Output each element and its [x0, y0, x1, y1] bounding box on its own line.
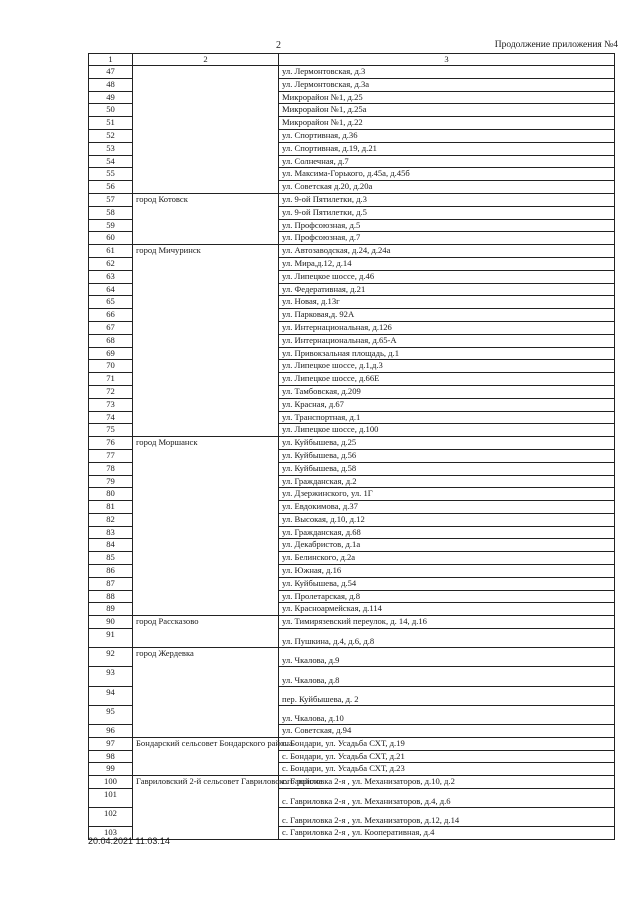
row-number: 70	[89, 360, 133, 373]
address-cell: Микрорайон №1, д.25	[279, 91, 615, 104]
address-cell: с. Гавриловка 2-я , ул. Механизаторов, д.4, д.6	[279, 788, 615, 807]
address-cell: ул. Мира,д.12, д.14	[279, 257, 615, 270]
address-cell: ул. Липецкое шоссе, д.1,д.3	[279, 360, 615, 373]
row-number: 65	[89, 296, 133, 309]
address-cell: Микрорайон №1, д.22	[279, 117, 615, 130]
address-cell: ул. Красная, д.67	[279, 398, 615, 411]
settlement-cell: город Рассказово	[133, 616, 279, 648]
settlement-cell: город Моршанск	[133, 437, 279, 616]
row-number: 89	[89, 603, 133, 616]
row-number: 83	[89, 526, 133, 539]
address-cell: ул. Чкалова, д.9	[279, 648, 615, 667]
address-cell: ул. Пролетарская, д.8	[279, 590, 615, 603]
address-cell: ул. Максима-Горького, д.45а, д.45б	[279, 168, 615, 181]
row-number: 67	[89, 321, 133, 334]
row-number: 59	[89, 219, 133, 232]
table-row	[89, 245, 615, 258]
table-row	[89, 737, 615, 750]
address-cell: ул. Евдокимова, д.37	[279, 501, 615, 514]
row-number: 92	[89, 648, 133, 667]
address-cell: с. Бондари, ул. Усадьба СХТ, д.21	[279, 750, 615, 763]
address-cell: ул. Транспортная, д.1	[279, 411, 615, 424]
row-number: 82	[89, 513, 133, 526]
settlement-cell: Гавриловский 2-й сельсовет Гавриловского района	[133, 776, 279, 840]
row-number: 95	[89, 705, 133, 724]
address-cell: ул. Липецкое шоссе, д.100	[279, 424, 615, 437]
address-cell: ул. Тамбовская, д.209	[279, 385, 615, 398]
settlement-cell: Бондарский сельсовет Бондарского района	[133, 737, 279, 775]
address-cell: с. Гавриловка 2-я , ул. Кооперативная, д.4	[279, 827, 615, 840]
row-number: 50	[89, 104, 133, 117]
row-number: 54	[89, 155, 133, 168]
row-number: 80	[89, 488, 133, 501]
address-cell: ул. Федеративная, д.21	[279, 283, 615, 296]
row-number: 74	[89, 411, 133, 424]
address-cell: ул. Лермонтовская, д.3	[279, 66, 615, 79]
row-number: 77	[89, 449, 133, 462]
address-table	[88, 53, 615, 840]
address-cell: ул. Пушкина, д.4, д.6, д.8	[279, 629, 615, 648]
row-number: 86	[89, 565, 133, 578]
row-number: 81	[89, 501, 133, 514]
row-number: 71	[89, 373, 133, 386]
address-cell: ул. Куйбышева, д.58	[279, 462, 615, 475]
print-timestamp: 20.04.2021 11:03:14	[88, 836, 170, 846]
table-row	[89, 616, 615, 629]
row-number: 52	[89, 129, 133, 142]
address-cell: ул. Интернациональная, д.65-А	[279, 334, 615, 347]
address-cell: ул. Липецкое шоссе, д.46	[279, 270, 615, 283]
table-row	[89, 193, 615, 206]
row-number: 62	[89, 257, 133, 270]
row-number: 49	[89, 91, 133, 104]
table-header-row	[89, 54, 615, 66]
table-row	[89, 437, 615, 450]
address-cell: ул. Интернациональная, д.126	[279, 321, 615, 334]
address-cell: ул. Парковая,д. 92А	[279, 309, 615, 322]
address-cell: ул. Липецкое шоссе, д.66Е	[279, 373, 615, 386]
address-cell: ул. Советская д.20, д.20а	[279, 181, 615, 194]
row-number: 78	[89, 462, 133, 475]
address-cell: ул. 9-ой Пятилетки, д.3	[279, 193, 615, 206]
row-number: 102	[89, 808, 133, 827]
row-number: 51	[89, 117, 133, 130]
address-cell: ул. Декабристов, д.1а	[279, 539, 615, 552]
row-number: 103	[89, 827, 133, 840]
row-number: 93	[89, 667, 133, 686]
address-cell: ул. Тимирязевский переулок, д. 14, д.16	[279, 616, 615, 629]
address-cell: ул. Красноармейская, д.114	[279, 603, 615, 616]
row-number: 84	[89, 539, 133, 552]
address-cell: ул. Высокая, д.10, д.12	[279, 513, 615, 526]
address-cell: ул. Чкалова, д.8	[279, 667, 615, 686]
address-cell: ул. Спортивная, д.19, д.21	[279, 142, 615, 155]
address-cell: Микрорайон №1, д.25а	[279, 104, 615, 117]
row-number: 101	[89, 788, 133, 807]
address-cell: ул. Куйбышева, д.25	[279, 437, 615, 450]
row-number: 76	[89, 437, 133, 450]
header-col-2: 2	[133, 54, 279, 66]
settlement-cell: город Котовск	[133, 193, 279, 244]
address-cell: ул. Новая, д.13г	[279, 296, 615, 309]
row-number: 60	[89, 232, 133, 245]
address-cell: с. Бондари, ул. Усадьба СХТ, д.23	[279, 763, 615, 776]
settlement-cell: город Мичуринск	[133, 245, 279, 437]
address-cell: ул. Солнечная, д.7	[279, 155, 615, 168]
row-number: 48	[89, 78, 133, 91]
row-number: 64	[89, 283, 133, 296]
address-cell: ул. Спортивная, д.36	[279, 129, 615, 142]
address-cell: ул. Автозаводская, д.24, д.24а	[279, 245, 615, 258]
row-number: 73	[89, 398, 133, 411]
address-cell: ул. Лермонтовская, д.3а	[279, 78, 615, 91]
row-number: 87	[89, 577, 133, 590]
address-cell: ул. Чкалова, д.10	[279, 705, 615, 724]
address-cell: с. Гавриловка 2-я , ул. Механизаторов, д.12, д.14	[279, 808, 615, 827]
row-number: 96	[89, 725, 133, 738]
address-cell: ул. Профсоюзная, д.5	[279, 219, 615, 232]
row-number: 99	[89, 763, 133, 776]
settlement-cell	[133, 66, 279, 194]
row-number: 75	[89, 424, 133, 437]
address-cell: ул. Советская, д.94	[279, 725, 615, 738]
address-cell: ул. Куйбышева, д.56	[279, 449, 615, 462]
row-number: 72	[89, 385, 133, 398]
address-cell: ул. Дзержинского, ул. 1Г	[279, 488, 615, 501]
address-cell: ул. Гражданская, д.68	[279, 526, 615, 539]
row-number: 47	[89, 66, 133, 79]
table-row	[89, 648, 615, 667]
row-number: 94	[89, 686, 133, 705]
settlement-cell: город Жердевка	[133, 648, 279, 738]
row-number: 69	[89, 347, 133, 360]
row-number: 91	[89, 629, 133, 648]
address-cell: ул. Белинского, д.2а	[279, 552, 615, 565]
header-col-1: 1	[89, 54, 133, 66]
row-number: 63	[89, 270, 133, 283]
page-number: 2	[276, 40, 281, 51]
row-number: 100	[89, 776, 133, 789]
row-number: 53	[89, 142, 133, 155]
table-row	[89, 66, 615, 79]
address-cell: ул. Южная, д.16	[279, 565, 615, 578]
address-cell: с. Гавриловка 2-я , ул. Механизаторов, д.10, д.2	[279, 776, 615, 789]
address-cell: ул. Куйбышева, д.54	[279, 577, 615, 590]
row-number: 68	[89, 334, 133, 347]
address-cell: ул. Привокзальная площадь, д.1	[279, 347, 615, 360]
address-cell: ул. Гражданская, д.2	[279, 475, 615, 488]
continuation-title: Продолжение приложения №4	[494, 40, 618, 50]
row-number: 56	[89, 181, 133, 194]
row-number: 66	[89, 309, 133, 322]
row-number: 57	[89, 193, 133, 206]
row-number: 98	[89, 750, 133, 763]
address-cell: ул. Профсоюзная, д.7	[279, 232, 615, 245]
row-number: 79	[89, 475, 133, 488]
row-number: 58	[89, 206, 133, 219]
header-col-3: 3	[279, 54, 615, 66]
address-cell: ул. 9-ой Пятилетки, д.5	[279, 206, 615, 219]
table-row	[89, 776, 615, 789]
row-number: 61	[89, 245, 133, 258]
row-number: 55	[89, 168, 133, 181]
row-number: 85	[89, 552, 133, 565]
address-cell: с. Бондари, ул. Усадьба СХТ, д.19	[279, 737, 615, 750]
row-number: 97	[89, 737, 133, 750]
address-cell: пер. Куйбышева, д. 2	[279, 686, 615, 705]
row-number: 90	[89, 616, 133, 629]
row-number: 88	[89, 590, 133, 603]
